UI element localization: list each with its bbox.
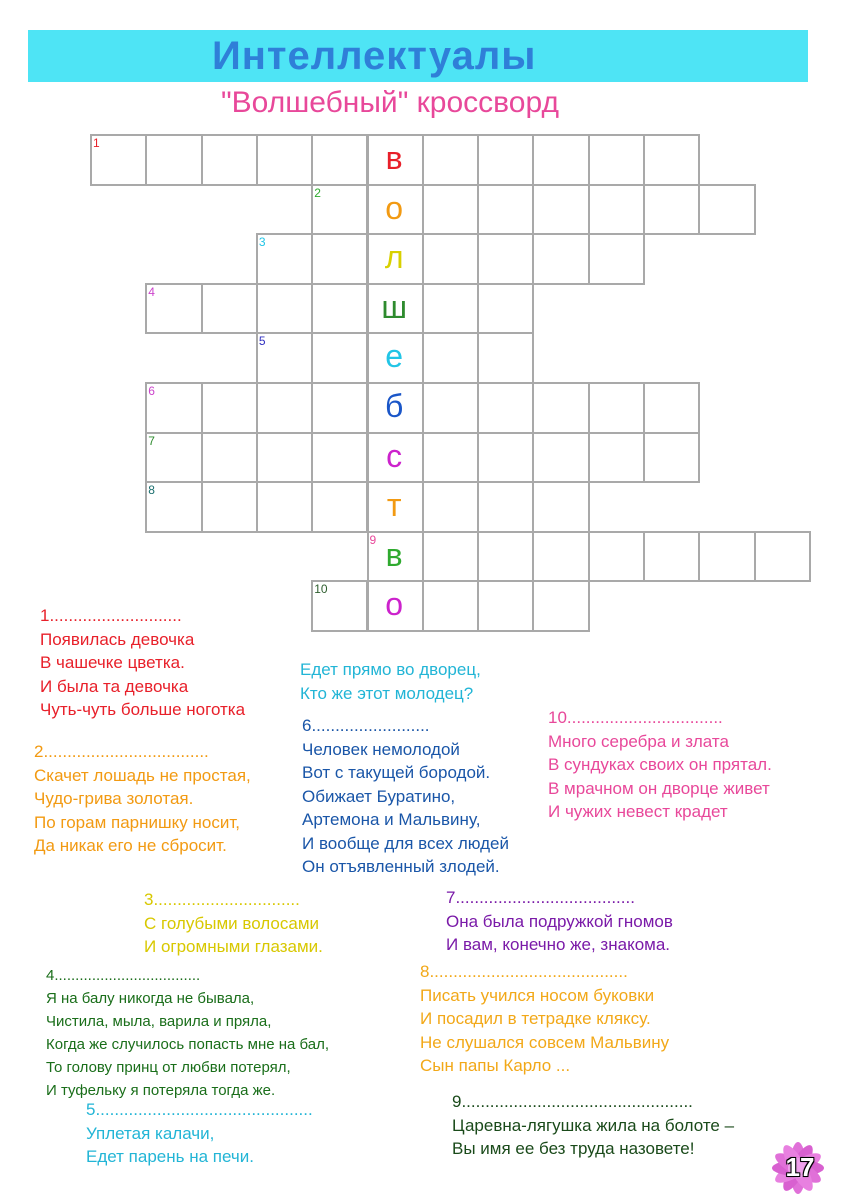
crossword-cell[interactable] [643,531,700,583]
riddle-2-line: Чудо-грива золотая. [34,789,194,808]
key-letter: с [386,437,403,474]
riddle-3-number: 3............................... [144,890,300,909]
riddle-3-line: И огромными глазами. [144,937,323,956]
riddle-3 [144,888,323,959]
crossword-cell[interactable] [256,432,313,484]
riddle-8-line: Писать учился носом буковки [420,985,655,1005]
riddle-6-line: И вообще для всех людей [302,833,509,853]
riddle-6-line: Человек немолодой [302,739,460,759]
crossword-cell[interactable] [201,432,258,484]
riddle-6-line: Вот с такущей бородой. [302,763,491,782]
riddle-7-line: Она была подружкой гномов [446,911,673,931]
crossword-cell[interactable] [643,382,700,434]
crossword-cell[interactable] [643,134,700,186]
page-title: Интеллектуалы [212,34,537,78]
crossword-cell[interactable] [532,134,589,186]
riddle-2-number: 2................................... [34,742,209,761]
crossword-cell[interactable] [477,332,534,384]
page-number: 17 [785,1152,815,1182]
riddle-5-line: Едет прямо во дворец, [300,660,481,679]
crossword-cell[interactable] [422,432,479,484]
crossword-cell[interactable] [422,184,479,236]
clue-number: 2 [314,185,321,200]
key-letter: ш [381,288,407,325]
crossword-cell[interactable] [201,481,258,533]
crossword-cell[interactable] [532,184,589,236]
crossword-cell[interactable] [422,481,479,533]
key-letter: о [385,189,404,226]
crossword-cell[interactable] [422,332,479,384]
riddle-6-number: 6......................... [302,716,430,735]
crossword-cell[interactable] [201,134,258,186]
riddle-8-number: 8.......................................... [420,962,628,981]
riddle-1 [40,604,245,722]
key-letter: б [384,388,404,424]
riddle-10-line: Много серебра и злата [548,731,729,751]
riddle-10-line: И чужих невест крадет [548,802,728,821]
riddle-9-number: 9................................................. [452,1092,693,1111]
key-letter: о [385,586,404,623]
crossword-cell[interactable] [422,233,479,285]
riddle-4-line: И туфельку я потеряла тогда же. [46,1082,276,1099]
crossword-cell[interactable] [311,283,368,335]
key-letter: л [384,239,404,276]
crossword-cell[interactable] [643,184,700,236]
crossword-cell[interactable] [311,382,368,434]
riddle-5-line: Кто же этот молодец? [300,683,474,703]
crossword-cell[interactable] [477,531,534,583]
riddle-9-line: Царевна-лягушка жила на болоте – [452,1115,735,1135]
riddle-9-line: Вы имя ее без труда назовете! [452,1139,695,1158]
crossword-cell[interactable] [201,382,258,434]
crossword-cell[interactable] [145,134,202,186]
riddle-1-line: И была та девочка [40,676,189,696]
riddle-7-number: 7...................................... [446,888,635,907]
crossword-cell[interactable] [422,134,479,186]
crossword-cell[interactable] [311,481,368,533]
crossword-cell[interactable] [588,134,645,186]
crossword-cell[interactable] [588,432,645,484]
crossword-cell[interactable] [477,432,534,484]
key-letter: в [385,536,403,573]
crossword-cell[interactable] [477,283,534,335]
riddle-10-number: 10................................. [548,708,723,727]
riddle-4 [46,964,329,1102]
crossword-cell[interactable] [698,184,755,236]
key-letter: т [386,487,402,524]
clue-number: 10 [314,582,328,597]
crossword-cell[interactable] [532,580,589,632]
riddle-1-line: Появилась девочка [40,629,195,649]
riddle-2 [34,740,251,858]
riddle-3-line: С голубыми волосами [144,913,320,933]
clue-number: 8 [148,483,155,498]
crossword-cell[interactable] [422,382,479,434]
clue-number: 1 [93,136,100,150]
riddle-5-number: 5.............................................. [86,1100,313,1119]
crossword-cell[interactable] [588,382,645,434]
crossword-cell[interactable] [477,382,534,434]
crossword-cell[interactable] [588,531,645,583]
crossword-cell[interactable] [311,332,368,384]
clue-number: 5 [258,334,266,349]
crossword-cell[interactable] [311,134,368,186]
riddle-2-line: По горам парнишку носит, [34,812,240,832]
crossword-cell[interactable] [256,481,313,533]
crossword-cell[interactable] [477,134,534,186]
riddle-6-line: Он отъявленный злодей. [302,857,500,876]
riddle-1-number: 1............................ [40,606,182,625]
crossword-cell[interactable] [477,233,534,285]
riddle-4-line: Чистила, мыла, варила и пряла, [46,1013,272,1030]
key-letter: е [385,338,404,375]
crossword-cell[interactable] [532,481,589,533]
crossword-cell[interactable] [477,184,534,236]
crossword-subtitle: "Волшебный" кроссворд [221,86,559,119]
clue-number: 7 [148,433,155,448]
crossword-cell[interactable] [422,580,479,632]
riddle-7-line: И вам, конечно же, знакома. [446,935,671,954]
riddle-4-number: 4................................... [46,967,201,984]
riddle-1-line: Чуть-чуть больше ноготка [40,700,246,719]
riddle-5-line: Едет парень на печи. [86,1147,254,1166]
clue-number: 9 [369,532,377,547]
crossword-cell[interactable] [532,382,589,434]
riddle-8-line: Не слушался совсем Мальвину [420,1032,670,1052]
crossword-cell[interactable] [311,233,368,285]
riddle-9 [452,1090,734,1161]
key-letter: в [385,140,403,176]
crossword-cell[interactable] [201,283,258,335]
riddle-6 [302,714,509,879]
clue-number: 3 [258,235,266,250]
riddle-8 [420,960,669,1078]
crossword-cell[interactable] [256,382,313,434]
riddle-10 [548,706,772,824]
crossword-cell[interactable] [754,531,811,583]
crossword-cell[interactable] [256,283,313,335]
crossword-cell[interactable] [698,531,755,583]
crossword-cell[interactable] [311,432,368,484]
riddle-7 [446,886,673,957]
riddle-8-line: Сын папы Карло ... [420,1056,571,1075]
crossword-cell[interactable] [643,432,700,484]
crossword-cell[interactable] [532,233,589,285]
riddle-5 [86,1098,313,1169]
riddle-4-line: Когда же случилось попасть мне на бал, [46,1036,330,1053]
crossword-cell[interactable] [477,580,534,632]
riddle-4-line: Я на балу никогда не бывала, [46,990,255,1007]
crossword-cell[interactable] [532,531,589,583]
riddle-6-line: Обижает Буратино, [302,786,456,806]
clue-number: 6 [148,384,155,398]
crossword-cell[interactable] [422,531,479,583]
clue-number: 4 [148,284,155,299]
riddle-10-line: В сундуках своих он прятал. [548,755,772,774]
crossword-cell[interactable] [532,432,589,484]
riddle-2-line: Да никак его не сбросит. [34,836,227,855]
crossword-cell[interactable] [588,233,645,285]
crossword-cell[interactable] [422,283,479,335]
riddle-5-line: Уплетая калачи, [86,1123,215,1143]
riddle-6-line: Артемона и Мальвину, [302,810,481,829]
crossword-cell[interactable] [477,481,534,533]
crossword-cell[interactable] [256,134,313,186]
riddle-5-continuation [300,658,481,705]
riddle-2-line: Скачет лошадь не простая, [34,765,251,785]
riddle-4-line: То голову принц от любви потерял, [46,1059,291,1076]
riddle-8-line: И посадил в тетрадке кляксу. [420,1009,651,1028]
crossword-cell[interactable] [588,184,645,236]
riddle-1-line: В чашечке цветка. [40,653,185,672]
riddle-10-line: В мрачном он дворце живет [548,778,770,798]
